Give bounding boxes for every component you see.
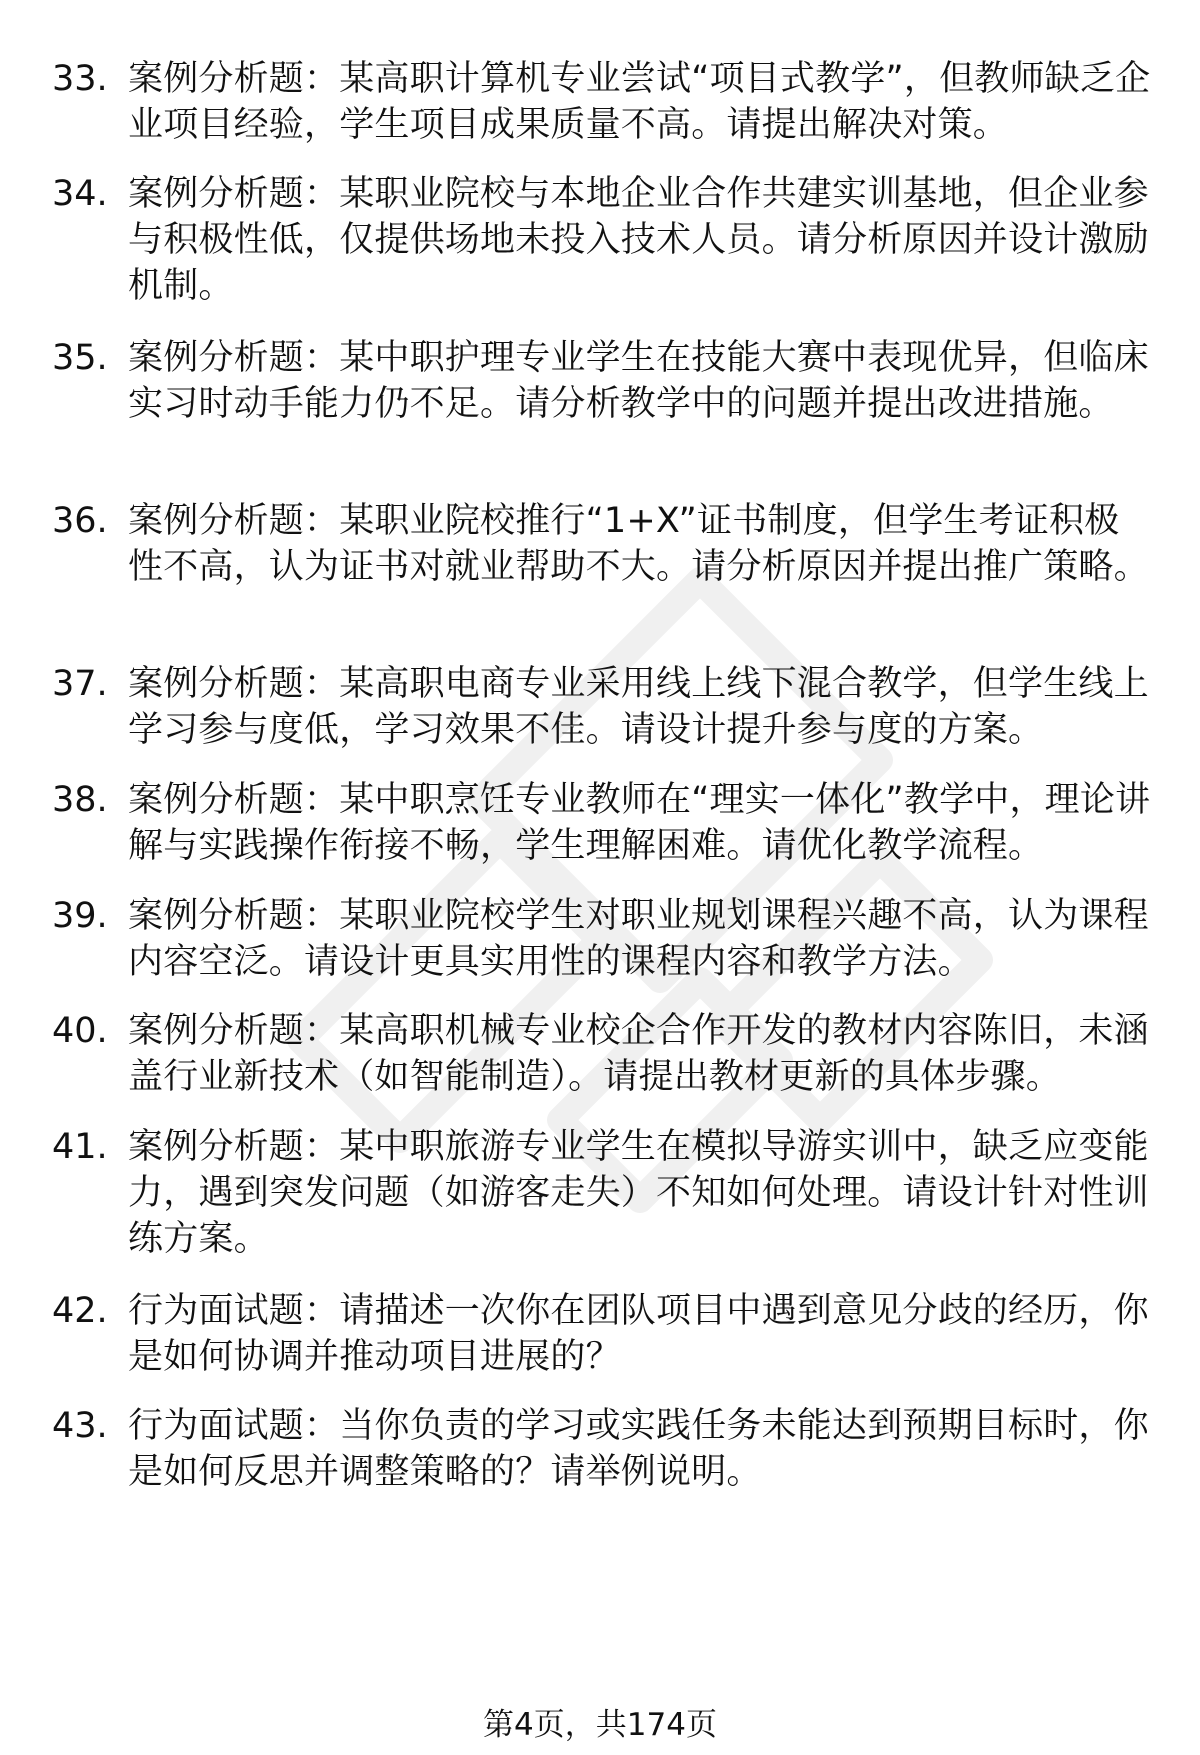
- question-text: 行为面试题：请描述一次你在团队项目中遇到意见分歧的经历，你是如何协调并推动项目进展的？: [128, 1291, 1149, 1377]
- question-41: [52, 1124, 1152, 1262]
- question-number: 36.: [52, 501, 108, 541]
- question-text: 案例分析题：某职业院校学生对职业规划课程兴趣不高，认为课程内容空泛。请设计更具实用性的课程内容和教学方法。: [128, 896, 1149, 982]
- question-33: [52, 56, 1152, 148]
- page-number-footer: 第4页，共174页: [483, 1707, 717, 1743]
- question-number: 38.: [52, 780, 108, 820]
- question-34: [52, 171, 1152, 309]
- question-number: 39.: [52, 896, 108, 936]
- question-number: 34.: [52, 174, 108, 214]
- question-text: 案例分析题：某中职旅游专业学生在模拟导游实训中，缺乏应变能力，遇到突发问题（如游客走失）不知如何处理。请设计针对性训练方案。: [128, 1127, 1149, 1259]
- question-text: 案例分析题：某高职机械专业校企合作开发的教材内容陈旧，未涵盖行业新技术（如智能制造）。请提出教材更新的具体步骤。: [128, 1011, 1149, 1097]
- question-43: [52, 1403, 1152, 1495]
- question-text: 案例分析题：某中职烹饪专业教师在“理实一体化”教学中，理论讲解与实践操作衔接不畅，学生理解困难。请优化教学流程。: [128, 780, 1151, 866]
- question-number: 35.: [52, 338, 108, 378]
- question-37: [52, 661, 1152, 753]
- question-39: [52, 893, 1152, 985]
- question-number: 37.: [52, 664, 108, 704]
- question-38: [52, 777, 1152, 869]
- question-35: [52, 335, 1152, 427]
- question-text: 案例分析题：某高职电商专业采用线上线下混合教学，但学生线上学习参与度低，学习效果不佳。请设计提升参与度的方案。: [128, 664, 1149, 750]
- question-36: [52, 498, 1152, 590]
- question-number: 43.: [52, 1406, 108, 1446]
- question-text: 案例分析题：某职业院校推行“1+X”证书制度，但学生考证积极性不高，认为证书对就业帮助不大。请分析原因并提出推广策略。: [128, 501, 1149, 587]
- question-number: 33.: [52, 59, 108, 99]
- question-number: 40.: [52, 1011, 108, 1051]
- question-42: [52, 1288, 1152, 1380]
- question-text: 案例分析题：某职业院校与本地企业合作共建实训基地，但企业参与积极性低，仅提供场地未投入技术人员。请分析原因并设计激励机制。: [128, 174, 1149, 306]
- question-number: 42.: [52, 1291, 108, 1331]
- question-text: 案例分析题：某中职护理专业学生在技能大赛中表现优异，但临床实习时动手能力仍不足。请分析教学中的问题并提出改进措施。: [128, 338, 1149, 424]
- question-text: 行为面试题：当你负责的学习或实践任务未能达到预期目标时，你是如何反思并调整策略的？请举例说明。: [128, 1406, 1149, 1492]
- question-text: 案例分析题：某高职计算机专业尝试“项目式教学”，但教师缺乏企业项目经验，学生项目成果质量不高。请提出解决对策。: [128, 59, 1151, 145]
- question-number: 41.: [52, 1127, 108, 1167]
- question-40: [52, 1008, 1152, 1100]
